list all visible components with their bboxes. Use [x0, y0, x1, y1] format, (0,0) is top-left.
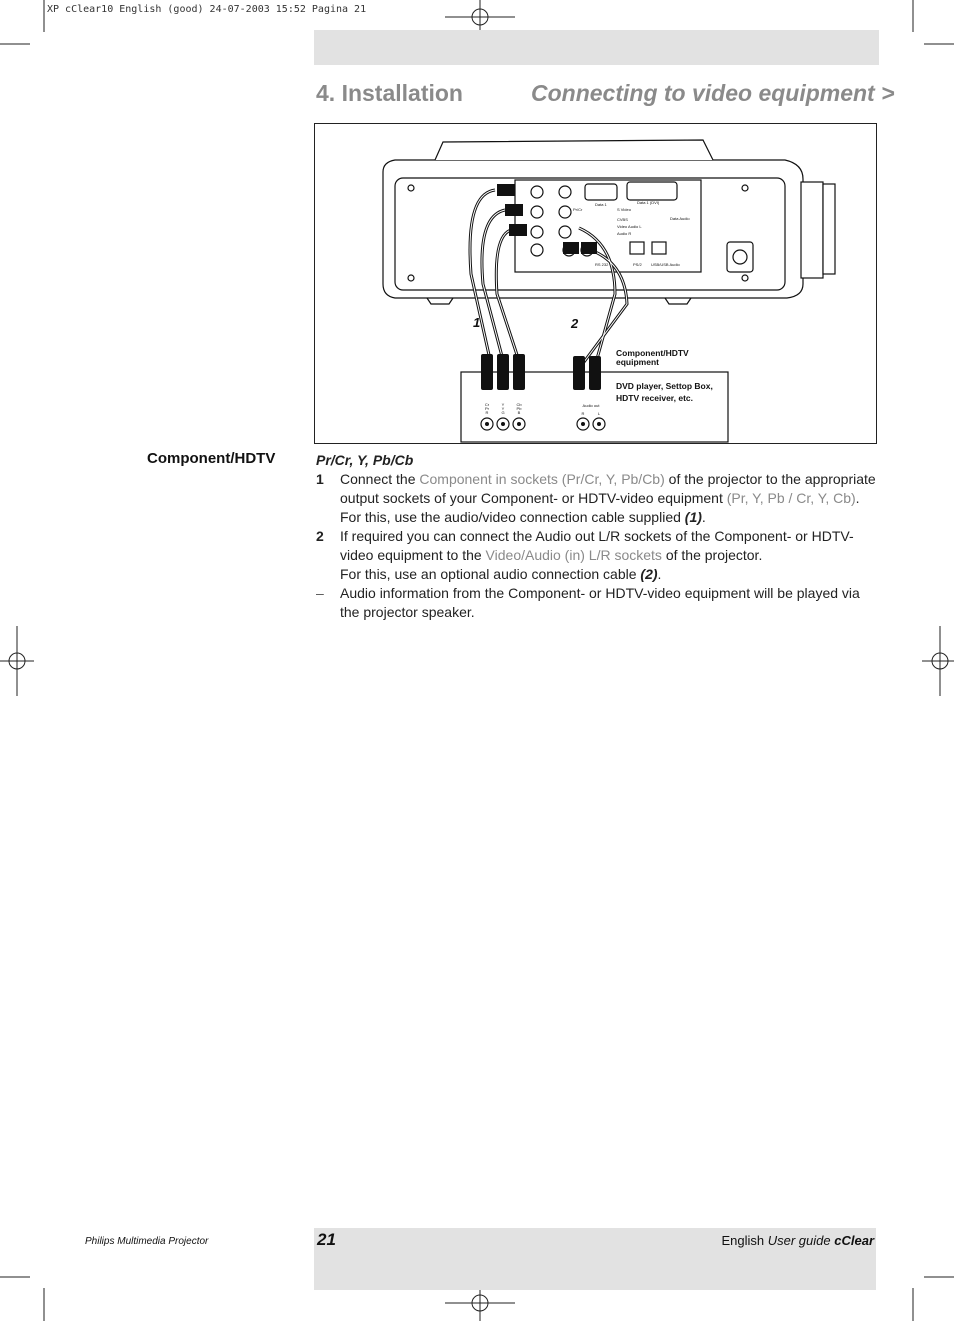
step-2-text-c: For this, use an optional audio connection cable — [340, 566, 641, 582]
label-data1: Data 1 — [595, 202, 607, 207]
connection-illustration — [314, 123, 877, 444]
label-svideo: S Video — [617, 207, 631, 212]
note-dash: – — [316, 585, 324, 601]
print-header: XP cClear10 English (good) 24-07-2003 15:52 Pagina 21 — [47, 4, 367, 15]
socket-cb-l1: Cb — [516, 402, 522, 407]
socket-cr-l2: Pr — [485, 406, 489, 411]
footer-brand: cClear — [834, 1233, 874, 1248]
audio-r-label: R — [581, 411, 585, 416]
header-band — [314, 30, 879, 65]
device-title-line2: equipment — [616, 357, 659, 367]
cable-1-label: 1 — [473, 315, 481, 330]
page-number: 21 — [317, 1230, 336, 1249]
step-1-text-e: . — [701, 509, 706, 525]
step-1-number: 1 — [316, 471, 324, 487]
label-rs232: RS 232 — [595, 262, 609, 267]
step-1-text-a: Connect the — [340, 471, 420, 487]
step-2-text-a: If required you can connect the Audio out L/R sockets of the Component- or HDTV-video equipment to the — [340, 528, 854, 563]
footer-language: English — [721, 1233, 765, 1248]
step-1-text-b: of the projector to the appropriate output sockets of your Component- or HDTV-video equipment — [340, 471, 876, 506]
section-title: 4. Installation — [316, 80, 463, 106]
device-desc-line1: DVD player, Settop Box, — [616, 381, 713, 391]
footer-guide — [721, 1233, 874, 1248]
label-data1-dvi: Data 1 (DVI) — [637, 200, 660, 205]
step-2-number: 2 — [316, 528, 324, 544]
socket-y-l1: Y — [501, 402, 505, 407]
socket-y-l2: Y — [501, 406, 505, 411]
label-cvbs: CVBS — [617, 217, 628, 222]
socket-cb-l2: Pb — [516, 406, 522, 411]
side-heading: Component/HDTV — [147, 450, 276, 467]
device-desc-line2: HDTV receiver, etc. — [616, 393, 694, 403]
footer-product: Philips Multimedia Projector — [85, 1236, 209, 1247]
note-text: Audio information from the Component- or HDTV-video equipment will be played via the projector speaker. — [340, 585, 860, 620]
projector-lens — [801, 182, 823, 278]
audio-out-label: Audio out — [582, 403, 600, 408]
label-video-audio-l: Video Audio L — [617, 224, 642, 229]
step-1-highlight-b: (Pr, Y, Pb / Cr, Y, Cb) — [726, 490, 856, 506]
step-1-highlight-a: Component in sockets (Pr/Cr, Y, Pb/Cb) — [419, 471, 665, 487]
step-2-text-d: . — [657, 566, 662, 582]
label-usb-audio: USB/USB Audio — [651, 262, 680, 267]
connection-diagram — [315, 124, 876, 443]
label-audio-r: Audio R — [617, 231, 632, 236]
instruction-list — [316, 470, 878, 622]
step-2-cable-ref: (2) — [640, 566, 658, 582]
cable-2-label: 2 — [571, 316, 579, 331]
socket-cb-l3: B — [517, 410, 521, 415]
label-ps2: PS/2 — [633, 262, 642, 267]
sub-heading: Pr/Cr, Y, Pb/Cb — [316, 452, 414, 468]
device-title-line1: Component/HDTV — [616, 348, 689, 358]
audio-l-label: L — [597, 411, 601, 416]
footer-user-guide: User guide — [767, 1233, 831, 1248]
label-prcr: Pr/Cr — [573, 207, 583, 212]
step-2-text-b: of the projector. — [661, 547, 763, 563]
step-1-text-d: For this, use the audio/video connection cable supplied — [340, 509, 685, 525]
note — [316, 584, 878, 622]
step-2-highlight: Video/Audio (in) L/R sockets — [485, 547, 662, 563]
step-2-text — [340, 527, 878, 584]
socket-cr-l3: R — [485, 410, 489, 415]
step-2 — [316, 527, 878, 584]
step-1-text — [340, 470, 878, 527]
step-1-text-c: . — [855, 490, 860, 506]
section-subtitle: Connecting to video equipment > — [531, 80, 895, 106]
label-data-audio: Data Audio — [670, 216, 690, 221]
step-1-cable-ref: (1) — [684, 509, 702, 525]
socket-cr-l1: Cr — [484, 402, 490, 407]
step-1 — [316, 470, 878, 527]
socket-y-l3: G — [501, 410, 505, 415]
